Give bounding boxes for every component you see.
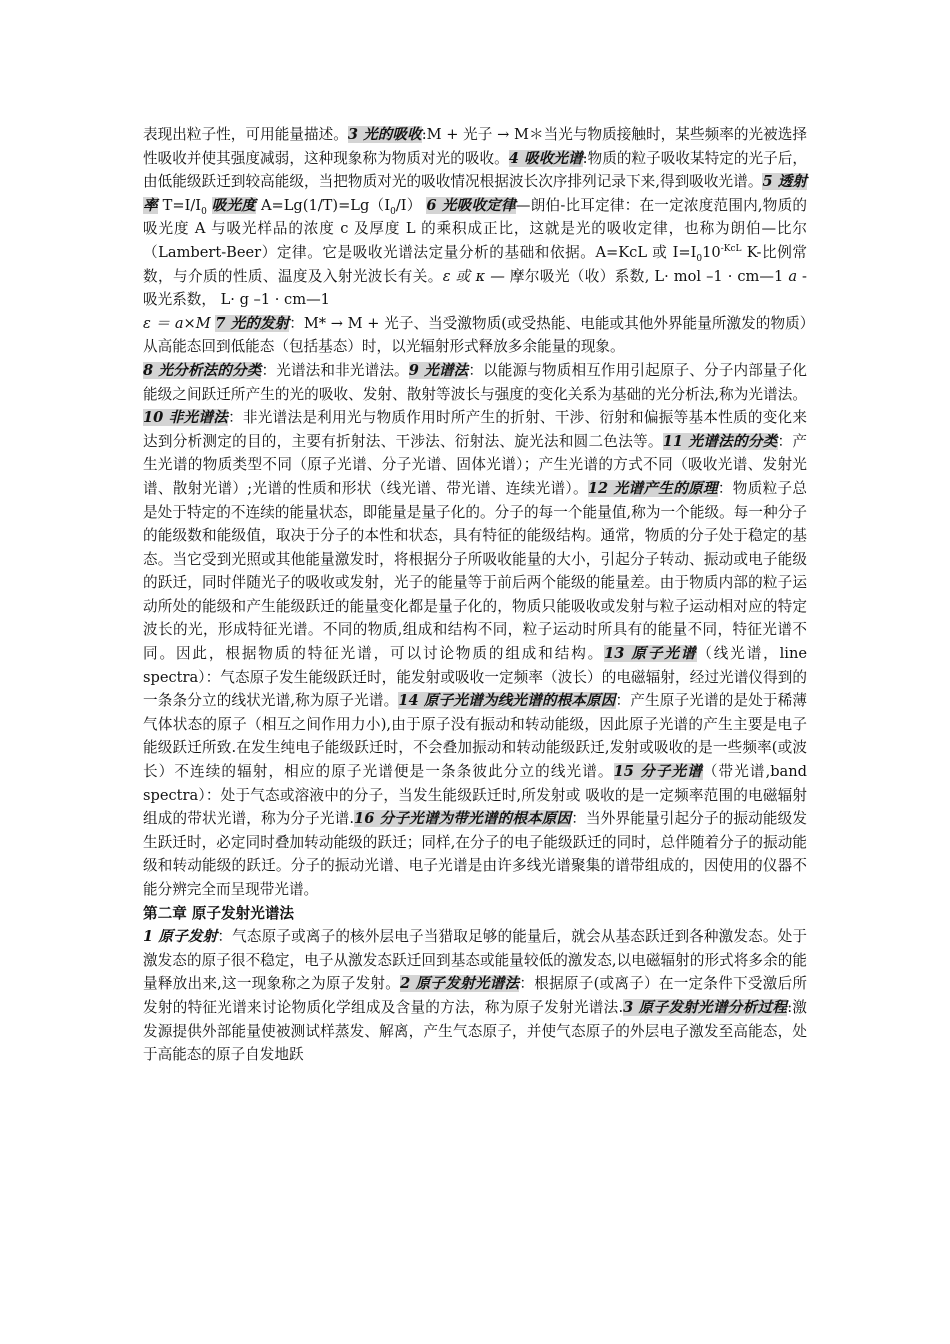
text-run: 摩尔吸光（收）系数, L· mol –1 · cm—1 (504, 267, 789, 285)
term-spectroscopy: 9 光谱法 (408, 361, 469, 379)
text-run: :M + 光子 → M＊当光与物质接触时，某些频率的光被选择性吸收并使其强度减弱，这种现象称为物质对光的吸收。 (143, 126, 807, 167)
text-run: T=I/I (157, 196, 202, 214)
chapter-heading: 第二章 原子发射光谱法 (143, 904, 295, 922)
term-atomic-spectrum: 13 原子光谱 (604, 645, 698, 663)
text-run: 10 (702, 243, 721, 261)
text-run: ：光谱法和非光谱法。 (261, 361, 409, 379)
text-run: :物质的粒子吸收某特定的光子后，由低能级跃迁到较高能级，当把物质对光的吸收情况根据波长次序排列记录下来,得到吸收光谱。 (143, 149, 807, 191)
text-run: ：M* → M + 光子、当受激物质(或受热能、电能或其他外界能量所激发的物质）从高能态回到低能态（包括基态）时，以光辐射形式释放多余能量的现象。 (143, 314, 808, 356)
symbol-epsilon-kappa: ε 或 κ — (442, 267, 505, 285)
term-aes-method: 2 原子发射光谱法 (400, 975, 520, 993)
text-run: 表现出粒子性，可用能量描述。 (143, 126, 348, 143)
document-body (143, 123, 807, 1067)
text-run: —朗伯-比耳定律：在一定浓度范围内,物质的吸光度 A 与吸光样品的浓度 c 及厚度 L 的乘积成正比，这就是光的吸收定律，也称为朗伯—比尔（Lambert-Beer）定律。它是吸收光谱法定量分析的基础和依据。A=KcL 或 I=I (143, 196, 807, 261)
text-run: （线光谱，line spectra）：气态原子发生能级跃迁时，能发射或吸收一定频率（波长）的电磁辐射，经过光谱仪得到的一条条分立的线状光谱,称为原子光谱。 (143, 645, 807, 710)
term-absorbance: 吸光度 (211, 196, 257, 214)
term-absorption-spectrum: 4 吸收光谱 (508, 149, 583, 167)
text-run: ：产生光谱的物质类型不同（原子光谱、分子光谱、固体光谱）；产生光谱的方式不同（吸收光谱、发射光谱、散射光谱）;光谱的性质和形状（线光谱、带光谱、连续光谱）。 (143, 432, 807, 497)
term-transmittance: 5 透射率 (143, 173, 807, 214)
term-atomic-line-reason: 14 原子光谱为线光谱的根本原因 (398, 692, 616, 710)
subscript: 0 (390, 206, 396, 217)
text-run: ：以能源与物质相互作用引起原子、分子内部量子化能级之间跃迁所产生的光的吸收、发射、散射等波长与强度的变化关系为基础的光分析法,称为光谱法。 (143, 361, 807, 403)
term-light-emission: 7 光的发射 (215, 314, 290, 332)
term-atomic-emission: 1 原子发射 (143, 928, 218, 946)
paragraph-absorption (143, 123, 807, 312)
term-absorption-law: 6 光吸收定律 (426, 196, 516, 214)
text-run: ：产生原子光谱的是处于稀薄气体状态的原子（相互之间作用力小),由于原子没有振动和转动能级，因此原子光谱的产生主要是电子能级跃迁所致.在发生纯电子能级跃迁时，不会叠加振动和转动能级跃迁,发射或吸收的是一些频率(或波长）不连续的辐射，相应的原子光谱便是一条条彼此分立的线光谱。 (143, 692, 808, 781)
subscript: 0 (696, 253, 703, 264)
text-run: A=Lg(1/T)=Lg（I (256, 196, 391, 214)
term-light-absorption: 3 光的吸收 (347, 126, 422, 143)
text-run: :激发源提供外部能量使被测试样蒸发、解离，产生气态原子，并使气态原子的外层电子激发至高能态，处于高能态的原子自发地跃 (143, 998, 807, 1064)
term-non-spectroscopy: 10 非光谱法 (143, 409, 229, 427)
text-run: K-比例常数，与介质的性质、温度及入射光波长有关。 (143, 243, 807, 285)
text-run: ：气态原子或离子的核外层电子当猎取足够的能量后，就会从基态跃迁到各种激发态。处于激发态的原子很不稳定，电子从激发态跃迁回到基态或能量较低的激发态,以电磁辐射的形式将多余的能量释放出来,这一现象称之为原子发射。 (143, 928, 807, 993)
term-spectrum-principle: 12 光谱产生的原理 (587, 479, 718, 497)
subscript: 0 (201, 206, 207, 217)
term-aes-process: 3 原子发射光谱分析过程 (623, 998, 788, 1016)
text-run: ：非光谱法是利用光与物质作用时所产生的折射、干涉、衍射和偏振等基本性质的变化来达到分析测定的目的，主要有折射法、干涉法、衍射法、旋光法和圆二色法等。 (143, 409, 807, 450)
paragraph-emission (143, 312, 807, 359)
symbol-a: a (788, 267, 798, 285)
text-run: ：根据原子(或离子）在一定条件下受激后所发射的特征光谱来讨论物质化学组成及含量的方法，称为原子发射光谱法. (143, 975, 807, 1016)
paragraph-spectroscopy (143, 359, 807, 902)
text-run: - 吸光系数， L· g –1 · cm—1 (143, 267, 807, 309)
term-spectroscopy-types: 11 光谱法的分类 (662, 432, 778, 450)
text-run: /I） (395, 196, 427, 214)
text-run: ：物质粒子总是处于特定的不连续的能量状态，即能量是量子化的。分子的每一个能量值,称为一个能级。每一种分子的能级数和能级值，取决于分子的本性和状态，具有特征的能级结构。通常，物质的分子处于稳定的基态。当它受到光照或其他能量激发时，将根据分子所吸收能量的大小，引起分子转动、振动或电子能级的跃迁，同时伴随光子的吸收或发射，光子的能量等于前后两个能级的能量差。由于物质内部的粒子运动所处的能级和产生能级跃迁的能量变化都是量子化的，物质只能吸收或发射与粒子运动相对应的特定波长的光，形成特征光谱。不同的物质,组成和结构不同，粒子运动时所具有的能量不同，特征光谱不同。因此，根据物质的特征光谱，可以讨论物质的组成和结构。 (143, 479, 807, 663)
term-molecular-band-reason: 16 分子光谱为带光谱的根本原因 (354, 810, 572, 828)
text-run: （带光谱,band spectra）：处于气态或溶液中的分子，当发生能级跃迁时,所发射或 吸收的是一定频率范围的电磁辐射组成的带状光谱，称为分子光谱. (143, 763, 807, 828)
paragraph-atomic-emission (143, 925, 807, 1067)
term-molecular-spectrum: 15 分子光谱 (613, 763, 703, 781)
formula-epsilon: ε ＝ a×M (143, 314, 216, 332)
term-classification: 8 光分析法的分类 (143, 361, 262, 379)
superscript: -KcL (720, 244, 742, 255)
text-run: ：当外界能量引起分子的振动能级发生跃迁时，必定同时叠加转动能级的跃迁；同样,在分子的电子能级跃迁的同时，总伴随着分子的振动能级和转动能级的跃迁。分子的振动光谱、电子光谱是由许多线光谱聚集的谱带组成的，因使用的仪器不能分辨完全而呈现带光谱。 (143, 810, 807, 898)
